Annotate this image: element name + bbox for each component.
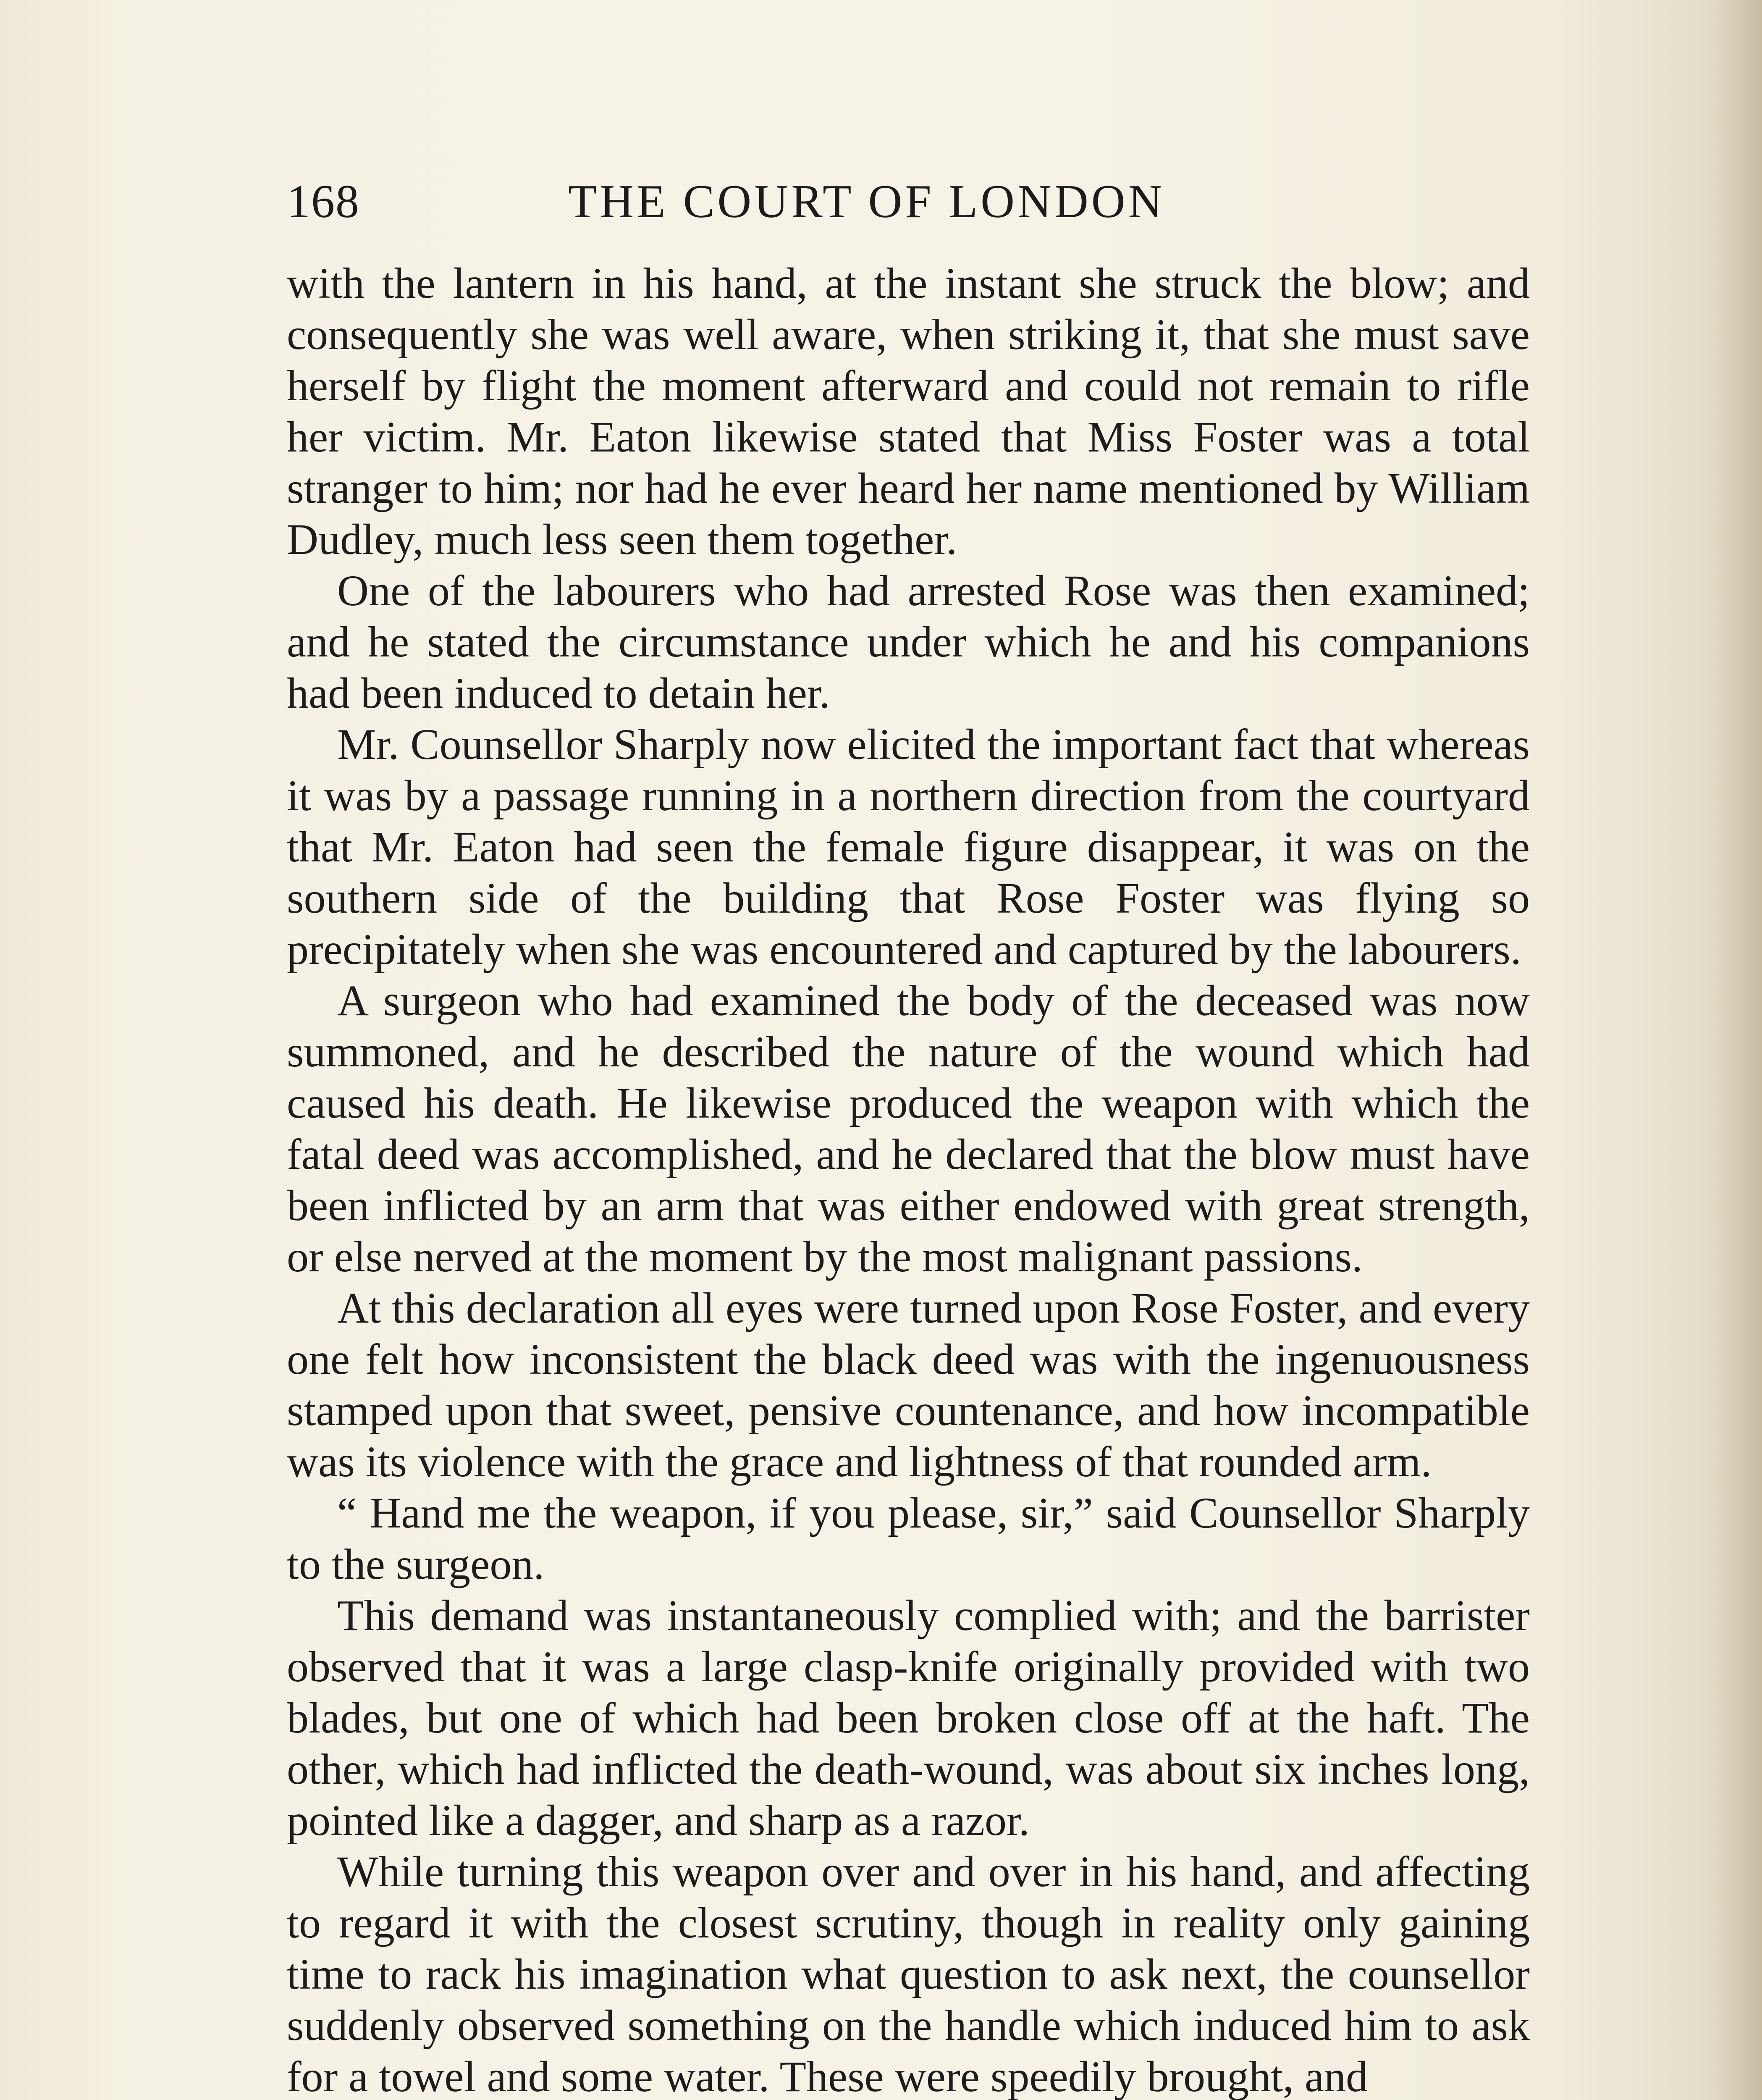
page-number: 168 (287, 176, 360, 228)
body-text (287, 258, 1530, 2100)
paragraph-2: One of the labourers who had arrested Rose was then examined; and he stated the circumstance under which he and his companions had been induced to detain her. (287, 567, 1530, 717)
paragraph-6: “ Hand me the weapon, if you please, sir,” said Counsellor Sharply to the surgeon. (287, 1489, 1530, 1588)
running-title: THE COURT OF LONDON (568, 176, 1165, 228)
paragraph-3: Mr. Counsellor Sharply now elicited the important fact that whereas it was by a passage running in a northern direction from the courtyard that Mr. Eaton had seen the female figure disappear, it was on the southern side of the building that Rose Foster was flying so precipitately when she was encountered and captured by the labourers. (287, 720, 1530, 974)
paragraph-5: At this declaration all eyes were turned upon Rose Foster, and every one felt how inconsistent the black deed was with the ingenuousness stamped upon that sweet, pensive countenance, and how incompatible was its violence with the grace and lightness of that rounded arm. (287, 1284, 1530, 1486)
paragraph-7: This demand was instantaneously complied with; and the barrister observed that it was a large clasp-knife originally provided with two blades, but one of which had been broken close off at the haft. The other, which had inflicted the death-wound, was about six inches long, pointed like a dagger, and sharp as a razor. (287, 1591, 1530, 1845)
paragraph-4: A surgeon who had examined the body of the deceased was now summoned, and he described the nature of the wound which had caused his death. He likewise produced the weapon with which the fatal deed was accomplished, and he declared that the blow must have been inflicted by an arm that was either endowed with great strength, or else nerved at the moment by the most malignant passions. (287, 976, 1530, 1281)
paragraph-1: with the lantern in his hand, at the instant she struck the blow; and consequently she was well aware, when striking it, that she must save herself by flight the moment afterward and could not remain to rifle her victim. Mr. Eaton likewise stated that Miss Foster was a total stranger to him; nor had he ever heard her name mentioned by William Dudley, much less seen them together. (287, 259, 1530, 564)
paragraph-8: While turning this weapon over and over in his hand, and affecting to regard it with the closest scrutiny, though in reality only gaining time to rack his imagination what question to ask next, the counsellor suddenly observed something on the handle which induced him to ask for a towel and some water. These were speedily brought, and (287, 1848, 1530, 2100)
page-header (287, 164, 1530, 239)
